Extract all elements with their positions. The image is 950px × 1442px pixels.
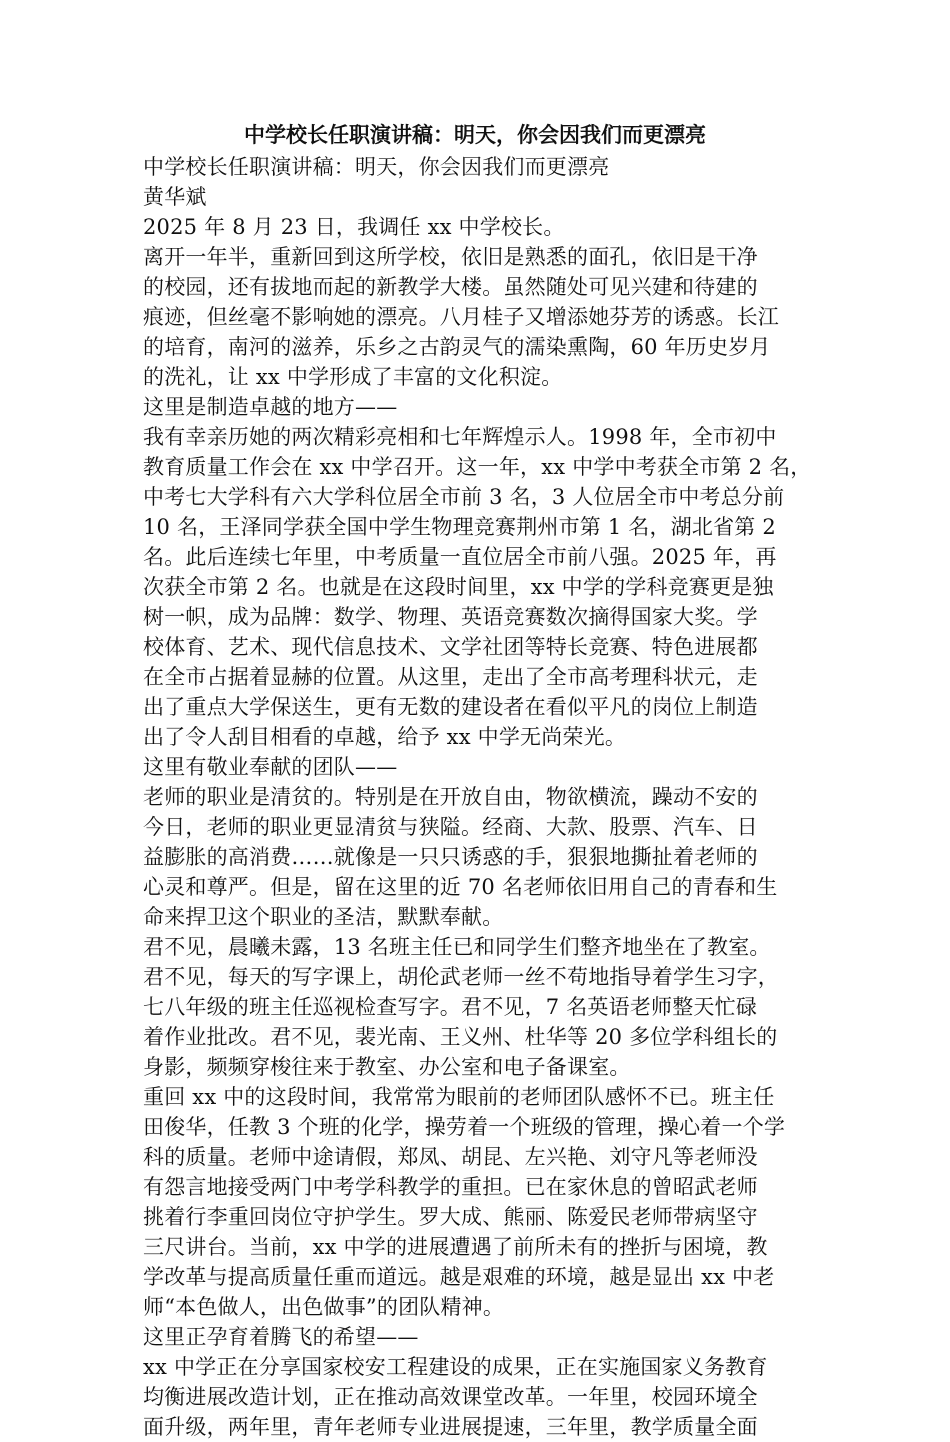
text-line: 有怨言地接受两门中考学科教学的重担。已在家休息的曾昭武老师 <box>143 1175 758 1199</box>
text-line: 学改革与提高质量任重而道远。越是艰难的环境，越是显出 xx 中老 <box>143 1265 775 1289</box>
text-line: 命来捍卫这个职业的圣洁，默默奉献。 <box>143 905 504 929</box>
text-line: 次获全市第 2 名。也就是在这段时间里，xx 中学的学科竞赛更是独 <box>143 575 774 599</box>
document-body <box>143 152 812 1442</box>
text-line: 益膨胀的高消费……就像是一只只诱惑的手，狠狠地撕扯着老师的 <box>143 845 758 869</box>
text-line: 离开一年半，重新回到这所学校，依旧是熟悉的面孔，依旧是干净 <box>143 245 758 269</box>
text-line: 今日，老师的职业更显清贫与狭隘。经商、大款、股票、汽车、日 <box>143 815 758 839</box>
text-line: 出了重点大学保送生，更有无数的建设者在看似平凡的岗位上制造 <box>143 695 758 719</box>
text-line: 出了令人刮目相看的卓越，给予 xx 中学无尚荣光。 <box>143 725 627 749</box>
text-line: 中考七大学科有六大学科位居全市前 3 名，3 人位居全市中考总分前 <box>143 485 785 509</box>
text-line: 的培育，南河的滋养，乐乡之古韵灵气的濡染熏陶，60 年历史岁月 <box>143 335 771 359</box>
section-heading: 这里正孕育着腾飞的希望—— <box>143 1325 419 1349</box>
text-line: 君不见，每天的写字课上，胡伦武老师一丝不苟地指导着学生习字， <box>143 965 779 989</box>
author-line: 黄华斌 <box>143 185 207 209</box>
text-line: xx 中学正在分享国家校安工程建设的成果，正在实施国家义务教育 <box>143 1355 768 1379</box>
text-line: 名。此后连续七年里，中考质量一直位居全市前八强。2025 年，再 <box>143 545 777 569</box>
text-line: 的校园，还有拔地而起的新教学大楼。虽然随处可见兴建和待建的 <box>143 275 758 299</box>
text-line: 教育质量工作会在 xx 中学召开。这一年，xx 中学中考获全市第 2 名， <box>143 455 812 479</box>
text-line: 面升级，两年里，青年老师专业进展提速，三年里，教学质量全面 <box>143 1415 758 1439</box>
text-line: 树一帜，成为品牌：数学、物理、英语竞赛数次摘得国家大奖。学 <box>143 605 758 629</box>
section-heading: 这里是制造卓越的地方—— <box>143 395 398 419</box>
text-line: 的洗礼，让 xx 中学形成了丰富的文化积淀。 <box>143 365 563 389</box>
text-line: 痕迹，但丝毫不影响她的漂亮。八月桂子又增添她芬芳的诱惑。长江 <box>143 305 779 329</box>
text-line: 10 名，王泽同学获全国中学生物理竞赛荆州市第 1 名，湖北省第 2 <box>143 515 776 539</box>
text-line: 七八年级的班主任巡视检查写字。君不见，7 名英语老师整天忙碌 <box>143 995 758 1019</box>
section-heading: 这里有敬业奉献的团队—— <box>143 755 398 779</box>
text-line: 2025 年 8 月 23 日，我调任 xx 中学校长。 <box>143 215 565 239</box>
text-line: 挑着行李重回岗位守护学生。罗大成、熊丽、陈爱民老师带病坚守 <box>143 1205 758 1229</box>
text-line: 校体育、艺术、现代信息技术、文学社团等特长竞赛、特色进展都 <box>143 635 758 659</box>
text-line: 心灵和尊严。但是，留在这里的近 70 名老师依旧用自己的青春和生 <box>143 875 778 899</box>
text-line: 田俊华，任教 3 个班的化学，操劳着一个班级的管理，操心着一个学 <box>143 1115 786 1139</box>
text-line: 着作业批改。君不见，裴光南、王义州、杜华等 20 多位学科组长的 <box>143 1025 778 1049</box>
text-line: 重回 xx 中的这段时间，我常常为眼前的老师团队感怀不已。班主任 <box>143 1085 775 1109</box>
text-line: 在全市占据着显赫的位置。从这里，走出了全市高考理科状元，走 <box>143 665 758 689</box>
text-line: 身影，频频穿梭往来于教室、办公室和电子备课室。 <box>143 1055 631 1079</box>
document-page <box>143 118 812 1442</box>
document-title: 中学校长任职演讲稿：明天，你会因我们而更漂亮 <box>244 122 706 147</box>
text-line: 老师的职业是清贫的。特别是在开放自由，物欲横流，躁动不安的 <box>143 785 758 809</box>
subtitle-line: 中学校长任职演讲稿：明天，你会因我们而更漂亮 <box>143 155 610 179</box>
text-line: 师“本色做人，出色做事”的团队精神。 <box>143 1295 505 1319</box>
text-line: 科的质量。老师中途请假，郑凤、胡昆、左兴艳、刘守凡等老师没 <box>143 1145 758 1169</box>
text-line: 我有幸亲历她的两次精彩亮相和七年辉煌示人。1998 年，全市初中 <box>143 425 777 449</box>
text-line: 君不见，晨曦未露，13 名班主任已和同学生们整齐地坐在了教室。 <box>143 935 771 959</box>
text-line: 三尺讲台。当前，xx 中学的进展遭遇了前所未有的挫折与困境，教 <box>143 1235 768 1259</box>
text-line: 均衡进展改造计划，正在推动高效课堂改革。一年里，校园环境全 <box>143 1385 758 1409</box>
